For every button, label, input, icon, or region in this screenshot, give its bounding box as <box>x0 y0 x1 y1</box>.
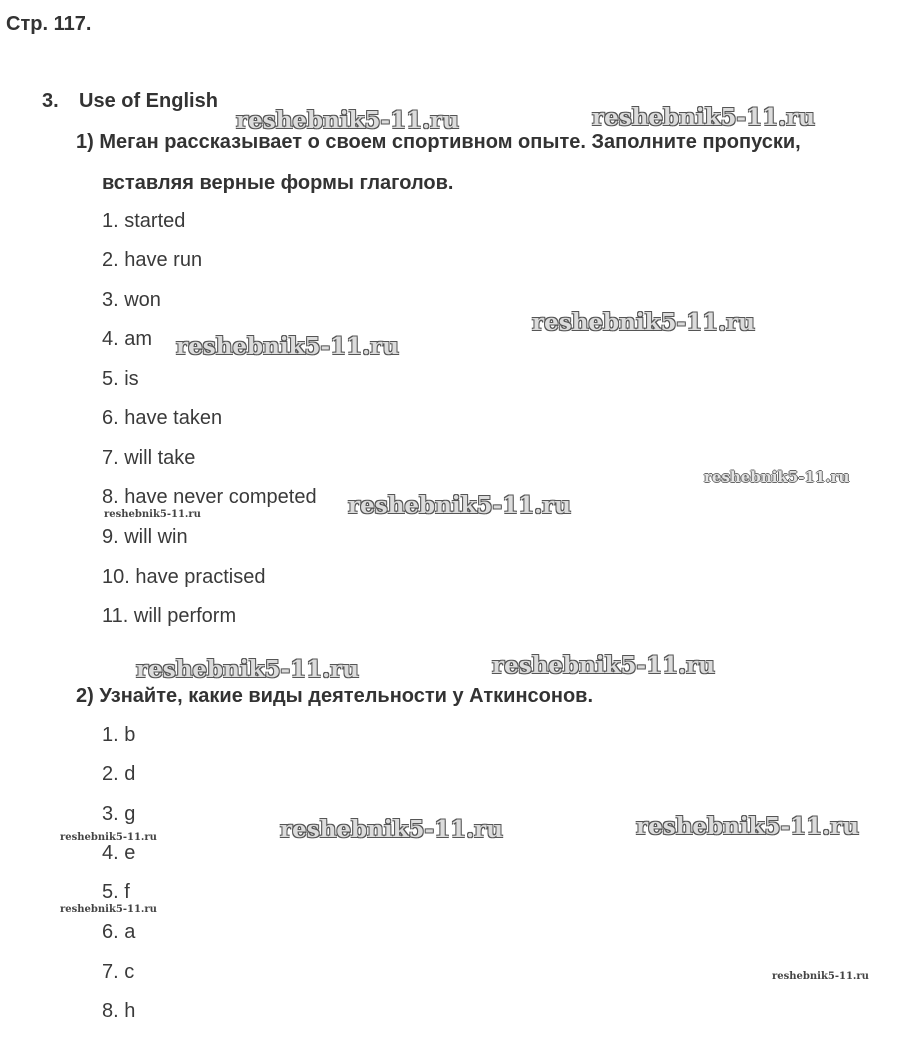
watermark: reshebnik5-11.ru <box>176 333 399 360</box>
watermark: reshebnik5-11.ru <box>280 816 503 843</box>
answer-item: 9. will win <box>102 526 188 548</box>
task1-heading-line1: 1) Меган рассказывает о своем спортивном опыте. Заполните пропуски, <box>76 131 801 153</box>
answer-item: 4. am <box>102 328 153 350</box>
task2-heading: 2) Узнайте, какие виды деятельности у Аткинсонов. <box>76 685 594 707</box>
answer-item: 6. a <box>102 921 136 943</box>
watermark: reshebnik5-11.ru <box>772 971 869 982</box>
section-title: Use of English <box>79 90 218 112</box>
answer-item: 2. have run <box>102 249 203 271</box>
watermark: reshebnik5-11.ru <box>60 832 157 843</box>
watermark: reshebnik5-11.ru <box>592 104 815 131</box>
answer-item: 3. won <box>102 289 161 311</box>
answer-item: 5. f <box>102 881 130 903</box>
watermark: reshebnik5-11.ru <box>704 468 850 486</box>
watermark: reshebnik5-11.ru <box>136 656 359 683</box>
answer-item: 6. have taken <box>102 407 223 429</box>
watermark: reshebnik5-11.ru <box>104 509 201 520</box>
section-number: 3. <box>42 90 59 112</box>
answer-item: 7. c <box>102 961 135 983</box>
task1-heading-line2: вставляя верные формы глаголов. <box>102 172 454 194</box>
answer-item: 10. have practised <box>102 566 266 588</box>
answer-item: 2. d <box>102 763 136 785</box>
answer-item: 8. have never competed <box>102 486 317 508</box>
answer-item: 4. e <box>102 842 136 864</box>
answer-item: 5. is <box>102 368 139 390</box>
watermark: reshebnik5-11.ru <box>348 492 571 519</box>
answer-item: 3. g <box>102 803 136 825</box>
answer-item: 1. b <box>102 724 136 746</box>
page-reference: Стр. 117. <box>6 13 92 35</box>
watermark: reshebnik5-11.ru <box>532 309 755 336</box>
answer-item: 8. h <box>102 1000 136 1022</box>
answer-item: 1. started <box>102 210 186 232</box>
answer-item: 11. will perform <box>102 605 237 627</box>
watermark: reshebnik5-11.ru <box>236 107 459 134</box>
watermark: reshebnik5-11.ru <box>60 904 157 915</box>
watermark: reshebnik5-11.ru <box>636 813 859 840</box>
answer-item: 7. will take <box>102 447 196 469</box>
watermark: reshebnik5-11.ru <box>492 652 715 679</box>
